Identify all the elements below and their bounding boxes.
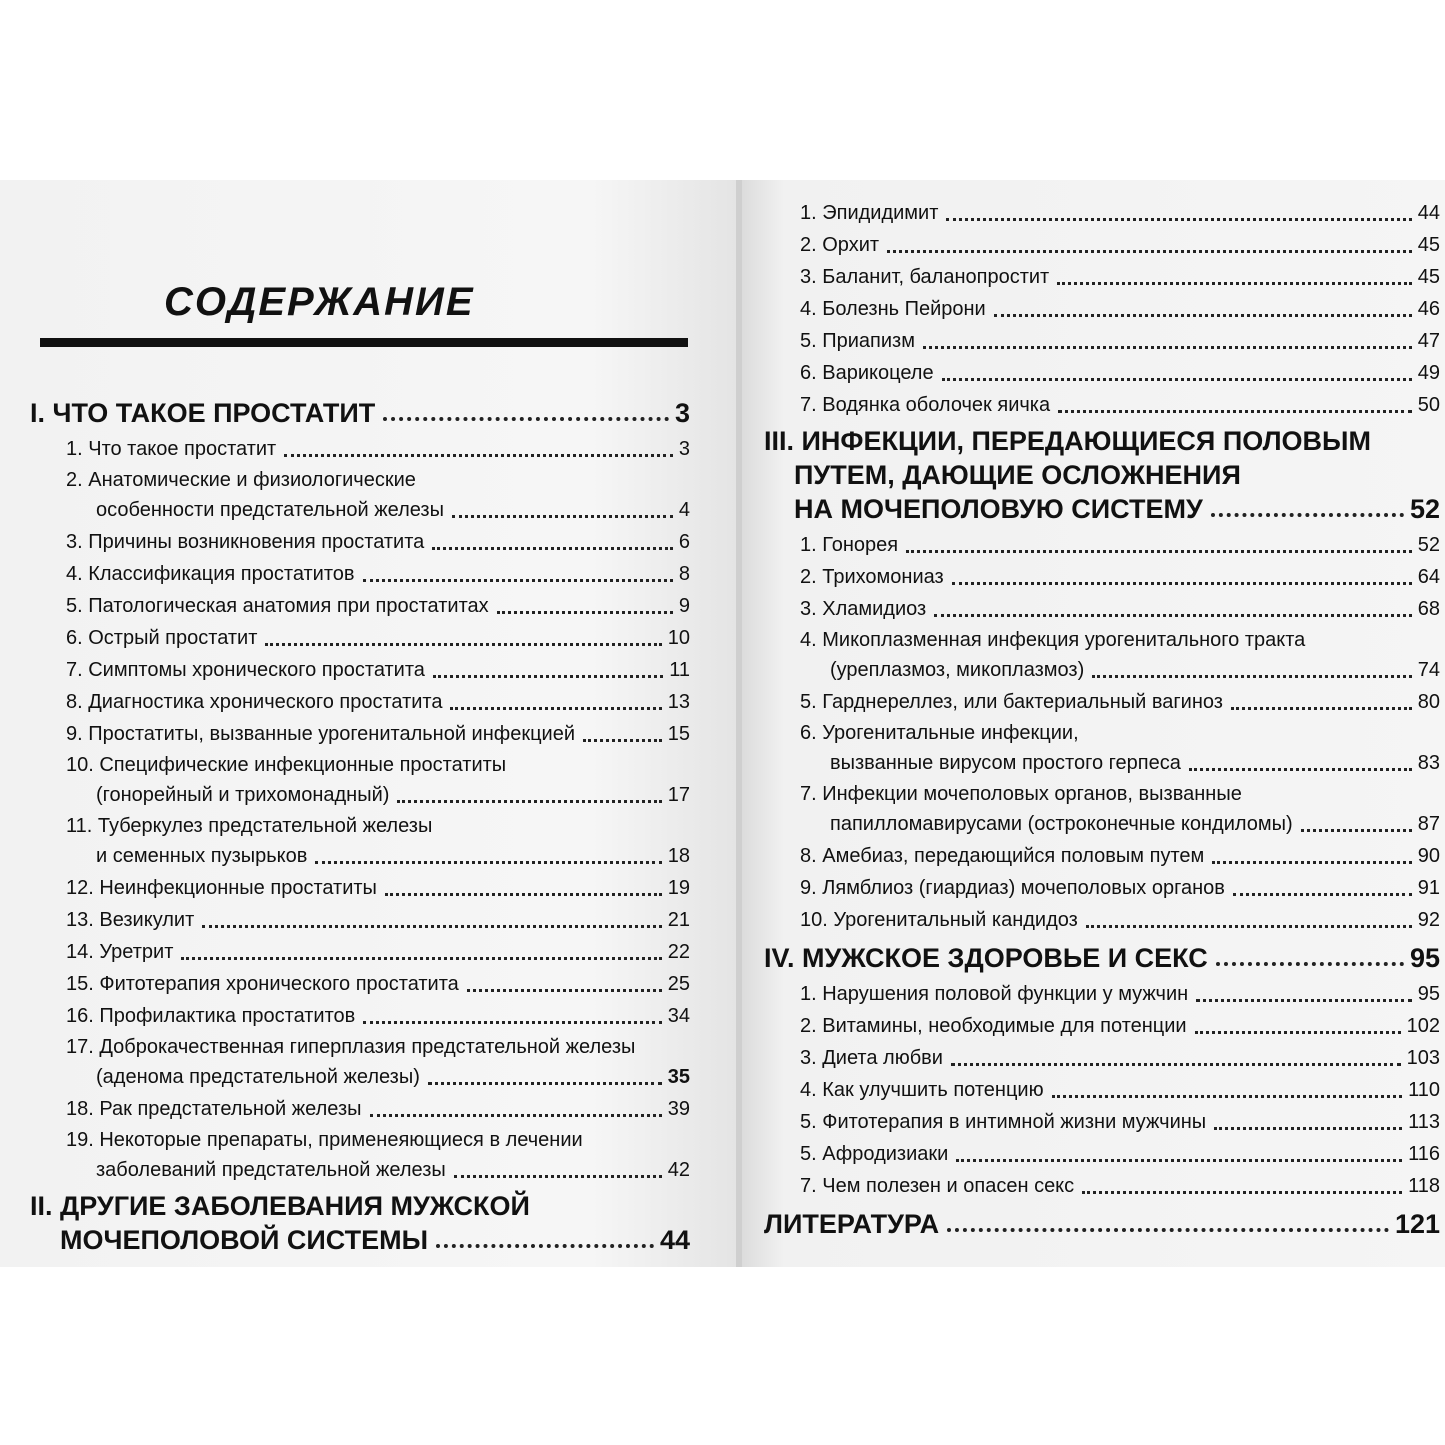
entry-title: 14. Уретрит (66, 941, 174, 963)
entry-row (66, 1155, 690, 1185)
page-number: 39 (667, 1098, 690, 1120)
entry-title: 2. Трихомониаз (800, 566, 944, 588)
page-number: 52 (1409, 494, 1440, 524)
entry-title: 9. Простатиты, вызванные урогенитальной инфекцией (66, 723, 576, 745)
dot-leader (202, 925, 661, 928)
entry-title: 7. Симптомы хронического простатита (66, 659, 425, 681)
entry-title: 2. Анатомические и физиологические (66, 469, 416, 491)
dot-leader (951, 1063, 1401, 1066)
page-number: 50 (1417, 394, 1440, 416)
toc-entry[interactable] (30, 591, 690, 621)
page-number: 74 (1417, 659, 1440, 681)
entry-row (800, 655, 1440, 685)
entry-title: 1. Нарушения половой функции у мужчин (800, 983, 1189, 1005)
entry-title: 1. Эпидидимит (800, 202, 939, 224)
book-spread (0, 180, 1445, 1267)
toc-entry[interactable] (30, 905, 690, 935)
dot-leader (265, 643, 661, 646)
dot-leader (385, 893, 662, 896)
page-number: 18 (667, 845, 690, 867)
entry-title: 4. Микоплазменная инфекция урогенитального тракта (800, 629, 1306, 651)
toc-entry[interactable] (764, 1075, 1440, 1105)
section-title: ПУТЕМ, ДАЮЩИЕ ОСЛОЖНЕНИЯ (794, 460, 1241, 490)
dot-leader (467, 989, 662, 992)
entry-title: (гонорейный и трихомонадный) (96, 784, 390, 806)
dot-leader (1216, 962, 1404, 966)
dot-leader (906, 550, 1412, 553)
toc-entry[interactable] (30, 1033, 690, 1092)
entry-title: 5. Фитотерапия в интимной жизни мужчины (800, 1111, 1207, 1133)
entry-row (66, 841, 690, 871)
entry-row (66, 780, 690, 810)
dot-leader (887, 250, 1412, 253)
entry-title: 7. Водянка оболочек яичка (800, 394, 1051, 416)
toc-entry[interactable] (30, 559, 690, 589)
entry-title: 1. Что такое простатит (66, 438, 277, 460)
page-number: 118 (1408, 1175, 1440, 1197)
entry-row (66, 495, 690, 525)
dot-leader (1211, 513, 1404, 517)
dot-leader (454, 1175, 662, 1178)
page-number: 113 (1408, 1111, 1440, 1133)
dot-leader (1231, 707, 1412, 710)
right-page (742, 180, 1445, 1267)
entry-title: 9. Лямблиоз (гиардиаз) мочеполовых органов (800, 877, 1225, 899)
toc-heading: СОДЕРЖАНИЕ (164, 280, 475, 324)
toc-entry[interactable] (30, 751, 690, 810)
page-number: 9 (678, 595, 690, 617)
page-number: 42 (667, 1159, 690, 1181)
toc-entry[interactable] (30, 623, 690, 653)
page-number: 3 (678, 438, 690, 460)
page-number: 17 (667, 784, 690, 806)
entry-title: 3. Баланит, баланопростит (800, 266, 1050, 288)
entry-title: 5. Гарднереллез, или бактериальный вагиноз (800, 691, 1223, 713)
page-number: 68 (1417, 598, 1440, 620)
page-number: 44 (1417, 202, 1440, 224)
toc-section[interactable] (30, 1189, 690, 1257)
toc-entry[interactable] (30, 687, 690, 717)
toc-entry[interactable] (764, 530, 1440, 560)
toc-entry[interactable] (764, 1043, 1440, 1073)
toc-entry[interactable] (764, 1107, 1440, 1137)
dot-leader (1086, 925, 1412, 928)
page-number: 15 (667, 723, 690, 745)
dot-leader (952, 582, 1412, 585)
dot-leader (432, 547, 673, 550)
toc-entry[interactable] (30, 1001, 690, 1031)
entry-title: 4. Болезнь Пейрони (800, 298, 986, 320)
entry-title: (уреплазмоз, микоплазмоз) (830, 659, 1085, 681)
entry-title: 12. Неинфекционные простатиты (66, 877, 377, 899)
dot-leader (428, 1082, 662, 1085)
entry-title: папилломавирусами (остроконечные кондиломы) (830, 813, 1293, 835)
entry-title: 4. Как улучшить потенцию (800, 1079, 1044, 1101)
page-number: 44 (659, 1225, 690, 1255)
toc-entry[interactable] (764, 594, 1440, 624)
page-number: 83 (1417, 752, 1440, 774)
page-number: 19 (667, 877, 690, 899)
section-title: ЛИТЕРАТУРА (764, 1209, 940, 1239)
entry-title: 6. Урогенитальные инфекции, (800, 722, 1079, 744)
heading-rule (40, 338, 688, 347)
entry-title: заболеваний предстательной железы (96, 1159, 446, 1181)
dot-leader (583, 739, 662, 742)
dot-leader (370, 1114, 662, 1117)
entry-title: 16. Профилактика простатитов (66, 1005, 356, 1027)
page-number: 64 (1417, 566, 1440, 588)
page-number: 110 (1408, 1079, 1440, 1101)
toc-entry[interactable] (30, 969, 690, 999)
page-number: 25 (667, 973, 690, 995)
page-number: 4 (678, 499, 690, 521)
toc-entry[interactable] (30, 873, 690, 903)
entry-title: 3. Причины возникновения простатита (66, 531, 425, 553)
dot-leader (1233, 893, 1412, 896)
toc-entry[interactable] (30, 812, 690, 871)
dot-leader (942, 378, 1412, 381)
dot-leader (1214, 1127, 1402, 1130)
dot-leader (1196, 999, 1412, 1002)
section-title: II. ДРУГИЕ ЗАБОЛЕВАНИЯ МУЖСКОЙ (30, 1191, 530, 1221)
dot-leader (1052, 1095, 1403, 1098)
toc-entry[interactable] (30, 527, 690, 557)
entry-title: (аденома предстательной железы) (96, 1066, 420, 1088)
page-number: 8 (678, 563, 690, 585)
toc-entry[interactable] (764, 719, 1440, 778)
dot-leader (946, 218, 1411, 221)
dot-leader (1195, 1031, 1401, 1034)
entry-title: 8. Диагностика хронического простатита (66, 691, 443, 713)
page-number: 34 (667, 1005, 690, 1027)
section-title-row (30, 1223, 690, 1257)
toc-entry[interactable] (30, 434, 690, 464)
entry-title: 7. Инфекции мочеполовых органов, вызванные (800, 783, 1242, 805)
page-number: 116 (1408, 1143, 1440, 1165)
toc-entry[interactable] (764, 873, 1440, 903)
entry-title: 5. Приапизм (800, 330, 915, 352)
entry-title: 19. Некоторые препараты, применеяющиеся в лечении (66, 1129, 583, 1151)
entry-title: 6. Варикоцеле (800, 362, 934, 384)
entry-title: 2. Орхит (800, 234, 880, 256)
section-title: НА МОЧЕПОЛОВУЮ СИСТЕМУ (794, 494, 1203, 524)
dot-leader (934, 614, 1412, 617)
entry-row (800, 748, 1440, 778)
section-title: I. ЧТО ТАКОЕ ПРОСТАТИТ (30, 398, 376, 428)
toc-entry[interactable] (764, 294, 1440, 324)
toc-section[interactable] (764, 1207, 1440, 1241)
dot-leader (397, 800, 661, 803)
toc-list-right (764, 198, 1440, 1245)
entry-title: 4. Классификация простатитов (66, 563, 355, 585)
page-number: 46 (1417, 298, 1440, 320)
dot-leader (450, 707, 661, 710)
entry-title: 7. Чем полезен и опасен секс (800, 1175, 1075, 1197)
entry-title: 5. Патологическая анатомия при простатитах (66, 595, 489, 617)
page-number: 91 (1417, 877, 1440, 899)
toc-entry[interactable] (30, 1094, 690, 1124)
toc-entry[interactable] (30, 466, 690, 525)
dot-leader (497, 611, 673, 614)
toc-entry[interactable] (764, 198, 1440, 228)
entry-title: 2. Витамины, необходимые для потенции (800, 1015, 1187, 1037)
dot-leader (1082, 1191, 1402, 1194)
dot-leader (923, 346, 1412, 349)
dot-leader (452, 515, 673, 518)
entry-title: 11. Туберкулез предстательной железы (66, 815, 433, 837)
dot-leader (284, 454, 673, 457)
entry-title: 13. Везикулит (66, 909, 195, 931)
entry-title: 6. Острый простатит (66, 627, 258, 649)
left-page (0, 180, 738, 1267)
dot-leader (363, 1021, 661, 1024)
page-number: 80 (1417, 691, 1440, 713)
entry-title: особенности предстательной железы (96, 499, 444, 521)
toc-entry[interactable] (764, 905, 1440, 935)
page-number: 10 (667, 627, 690, 649)
entry-title: 10. Специфические инфекционные простатиты (66, 754, 507, 776)
page-number: 103 (1406, 1047, 1440, 1069)
toc-entry[interactable] (764, 262, 1440, 292)
page-number: 49 (1417, 362, 1440, 384)
toc-section[interactable] (764, 941, 1440, 975)
entry-row (800, 809, 1440, 839)
dot-leader (947, 1228, 1389, 1232)
toc-list-left (30, 390, 690, 1261)
page-number: 121 (1394, 1209, 1440, 1239)
toc-entry[interactable] (30, 655, 690, 685)
entry-title: 18. Рак предстательной железы (66, 1098, 362, 1120)
toc-entry[interactable] (764, 1139, 1440, 1169)
page-number: 45 (1417, 266, 1440, 288)
page-number: 87 (1417, 813, 1440, 835)
dot-leader (315, 861, 661, 864)
toc-entry[interactable] (764, 230, 1440, 260)
dot-leader (436, 1244, 654, 1248)
section-title: III. ИНФЕКЦИИ, ПЕРЕДАЮЩИЕСЯ ПОЛОВЫМ (764, 426, 1371, 456)
entry-title: и семенных пузырьков (96, 845, 308, 867)
page-number: 52 (1417, 534, 1440, 556)
page-number: 95 (1417, 983, 1440, 1005)
toc-entry[interactable] (30, 937, 690, 967)
dot-leader (1057, 282, 1412, 285)
toc-entry[interactable] (764, 326, 1440, 356)
dot-leader (433, 675, 663, 678)
toc-entry[interactable] (764, 1171, 1440, 1201)
page-number: 21 (667, 909, 690, 931)
page-number: 90 (1417, 845, 1440, 867)
dot-leader (363, 579, 673, 582)
page-number: 102 (1406, 1015, 1440, 1037)
section-title: IV. МУЖСКОЕ ЗДОРОВЬЕ И СЕКС (764, 943, 1208, 973)
dot-leader (1189, 768, 1412, 771)
entry-title: 10. Урогенитальный кандидоз (800, 909, 1078, 931)
dot-leader (1058, 410, 1412, 413)
toc-entry[interactable] (764, 626, 1440, 685)
toc-entry[interactable] (30, 1126, 690, 1185)
entry-title: 15. Фитотерапия хронического простатита (66, 973, 459, 995)
entry-title: 3. Хламидиоз (800, 598, 927, 620)
dot-leader (383, 417, 669, 421)
page-number: 92 (1417, 909, 1440, 931)
toc-entry[interactable] (764, 979, 1440, 1009)
toc-entry[interactable] (764, 1011, 1440, 1041)
toc-entry[interactable] (764, 841, 1440, 871)
toc-section[interactable] (764, 424, 1440, 526)
page-number: 3 (674, 398, 690, 428)
section-title-row (764, 492, 1440, 526)
dot-leader (181, 957, 661, 960)
entry-title: 1. Гонорея (800, 534, 899, 556)
page-number: 13 (667, 691, 690, 713)
page-number: 47 (1417, 330, 1440, 352)
dot-leader (994, 314, 1412, 317)
entry-title: 8. Амебиаз, передающийся половым путем (800, 845, 1205, 867)
entry-title: 3. Диета любви (800, 1047, 943, 1069)
toc-entry[interactable] (764, 780, 1440, 839)
page-number: 11 (669, 659, 690, 681)
page-number: 35 (667, 1066, 690, 1088)
toc-entry[interactable] (764, 358, 1440, 388)
page-number: 22 (667, 941, 690, 963)
entry-title: вызванные вирусом простого герпеса (830, 752, 1181, 774)
entry-title: 17. Доброкачественная гиперплазия предстательной железы (66, 1036, 636, 1058)
page-number: 95 (1409, 943, 1440, 973)
dot-leader (1301, 829, 1412, 832)
toc-entry[interactable] (764, 562, 1440, 592)
toc-entry[interactable] (30, 719, 690, 749)
dot-leader (1092, 675, 1412, 678)
section-title: МОЧЕПОЛОВОЙ СИСТЕМЫ (60, 1225, 429, 1255)
toc-entry[interactable] (764, 687, 1440, 717)
dot-leader (956, 1159, 1402, 1162)
page-number: 45 (1417, 234, 1440, 256)
toc-section[interactable] (30, 396, 690, 430)
entry-row (66, 1062, 690, 1092)
entry-title: 5. Афродизиаки (800, 1143, 949, 1165)
page-number: 6 (678, 531, 690, 553)
dot-leader (1212, 861, 1412, 864)
toc-entry[interactable] (764, 390, 1440, 420)
